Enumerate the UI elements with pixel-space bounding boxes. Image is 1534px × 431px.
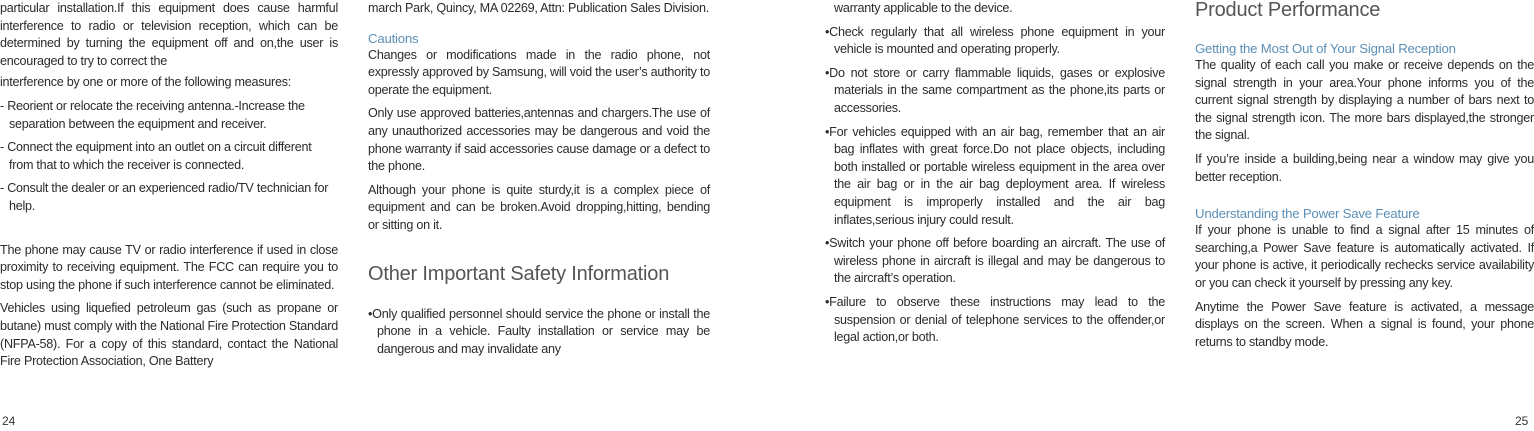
other-safety-heading: Other Important Safety Information — [368, 262, 670, 285]
right-page-column-2 — [1195, 0, 1534, 351]
power-save-heading: Understanding the Power Save Feature — [1195, 206, 1420, 222]
paragraph-power-save-message: Anytime the Power Save feature is activated, a message displays on the screen. When a signal is found, your phone returns to standby mode. — [1195, 299, 1534, 349]
bullet-check-equipment: •Check regularly that all wireless phone equipment in your vehicle is mounted and operating properly. — [825, 24, 1165, 57]
paragraph-window-reception: If you’re inside a building,being near a window may give you better reception. — [1195, 151, 1534, 184]
bullet-failure: •Failure to observe these instructions may lead to the suspension or denial of telephone services to the offender,or legal action,or both. — [825, 294, 1165, 345]
paragraph-lpg-vehicles: Vehicles using liquefied petroleum gas (such as propane or butane) must comply with the National Fire Protection Standard (NFPA-58). For a copy of this standard, contact the National Fire Protection Association, One Battery — [0, 301, 338, 369]
left-page-column-1 — [0, 0, 338, 371]
paragraph-address: march Park, Quincy, MA 02269, Attn: Publication Sales Division. — [368, 1, 710, 15]
page-number-right: 25 — [1515, 414, 1529, 428]
caution-approved-accessories: Only use approved batteries,antennas and chargers.The use of any unauthorized accessories may be dangerous and void the phone warranty if said accessories cause damage or a defect to the phone. — [368, 106, 710, 174]
paragraph-measures-intro: interference by one or more of the following measures: — [0, 75, 292, 90]
product-performance-title: Product Performance — [1195, 0, 1381, 21]
bullet-flammable: •Do not store or carry flammable liquids, gases or explosive materials in the same compartment as the phone,its parts or accessories. — [825, 65, 1165, 115]
measure-consult-dealer: - Consult the dealer or an experienced radio/TV technician for help. — [0, 181, 329, 213]
paragraph-signal-quality: The quality of each call you make or receive depends on the signal strength in your area.Your phone informs you of the current signal strength by displaying a number of bars next to the signal strength icon. The more bars displayed,the stronger the signal. — [1195, 58, 1534, 143]
paragraph-warranty-continued: warranty applicable to the device. — [834, 1, 1013, 15]
measure-reorient: - Reorient or relocate the receiving antenna.-Increase the separation between the equipment and receiver. — [0, 98, 305, 131]
right-page-column-1 — [825, 0, 1165, 347]
signal-reception-heading: Getting the Most Out of Your Signal Reception — [1195, 41, 1456, 56]
left-page-column-2 — [368, 0, 710, 358]
bullet-air-bag: •For vehicles equipped with an air bag, remember that an air bag inflates with great force.Do not place objects, including both installed or portable wireless equipment in the area over the air bag or in the air bag deployment area. If wireless equipment is improperly installed and the air bag inflates,serious injury could result. — [825, 124, 1165, 227]
paragraph-power-save-activation: If your phone is unable to find a signal after 15 minutes of searching,a Power Save feature is automatically activated. If your phone is active, it periodically rechecks service availability or you can check it yourself by pressing any key. — [1195, 223, 1534, 290]
bullet-aircraft: •Switch your phone off before boarding an aircraft. The use of wireless phone in aircraft is illegal and may be dangerous to the aircraft’s operation. — [825, 236, 1165, 286]
caution-modifications: Changes or modifications made in the radio phone, not expressly approved by Samsung, will void the user’s authority to operate the equipment. — [368, 47, 710, 97]
page-number-left: 24 — [2, 414, 16, 428]
measure-connect-outlet: - Connect the equipment into an outlet on a circuit different from that to which the receiver is connected. — [0, 140, 312, 172]
cautions-heading: Cautions — [368, 30, 419, 46]
bullet-qualified-personnel: •Only qualified personnel should service the phone or install the phone in a vehicle. Faulty installation or service may be dangerous and may invalidate any — [368, 306, 710, 356]
paragraph-installation: particular installation.If this equipment does cause harmful interference to radio or television reception, which can be determined by turning the equipment off and on,the user is encouraged to try to correct the — [0, 1, 338, 68]
caution-sturdy: Although your phone is quite sturdy,it is a complex piece of equipment and can be broken.Avoid dropping,hitting, bending or sitting on it. — [368, 182, 710, 232]
paragraph-tv-interference: The phone may cause TV or radio interference if used in close proximity to receiving equipment. The FCC can require you to stop using the phone if such interference cannot be eliminated. — [0, 242, 338, 292]
